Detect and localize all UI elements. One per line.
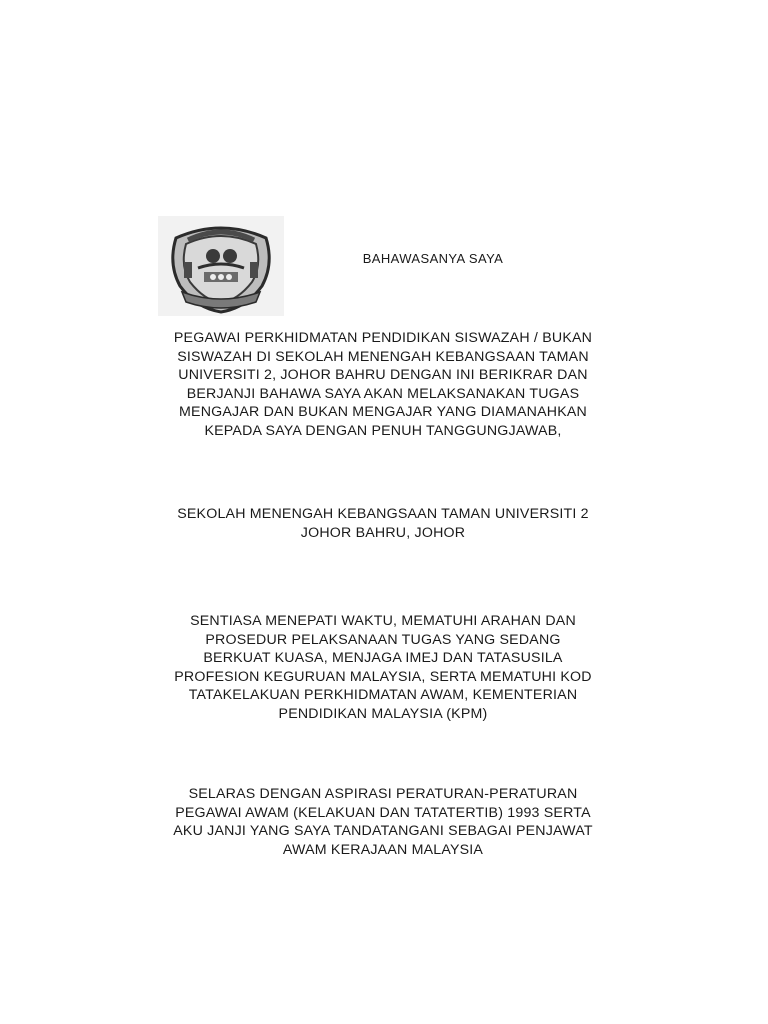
- pledge-paragraph-1: PEGAWAI PERKHIDMATAN PENDIDIKAN SISWAZAH / BUKAN SISWAZAH DI SEKOLAH MENENGAH KEBANGSAAN TAMAN UNIVERSITI 2, JOHOR BAHRU DENGAN INI BERIKRAR DAN BERJANJI BAHAWA SAYA AKAN MELAKSANAKAN TUGAS MENGAJAR DAN BUKAN MENGAJAR YANG DIAMANAHKAN KEPADA SAYA DENGAN PENUH TANGGUNGJAWAB,: [173, 330, 593, 439]
- page-heading: BAHAWASANYA SAYA: [362, 251, 504, 266]
- pledge-paragraph-2: SENTIASA MENEPATI WAKTU, MEMATUHI ARAHAN DAN PROSEDUR PELAKSANAAN TUGAS YANG SEDANG BERKUAT KUASA, MENJAGA IMEJ DAN TATASUSILA PROFESION KEGURUAN MALAYSIA, SERTA MEMATUHI KOD TATAKELAKUAN PERKHIDMATAN AWAM, KEMENTERIAN PENDIDIKAN MALAYSIA (KPM): [174, 613, 592, 722]
- pledge-paragraph-3: SELARAS DENGAN ASPIRASI PERATURAN-PERATURAN PEGAWAI AWAM (KELAKUAN DAN TATATERTIB) 1993 SERTA AKU JANJI YANG SAYA TANDATANGANI SEBAGAI PENJAWAT AWAM KERAJAAN MALAYSIA: [173, 786, 593, 858]
- school-name-paragraph: SEKOLAH MENENGAH KEBANGSAAN TAMAN UNIVERSITI 2 JOHOR BAHRU, JOHOR: [177, 506, 589, 541]
- school-crest-icon: [158, 216, 284, 316]
